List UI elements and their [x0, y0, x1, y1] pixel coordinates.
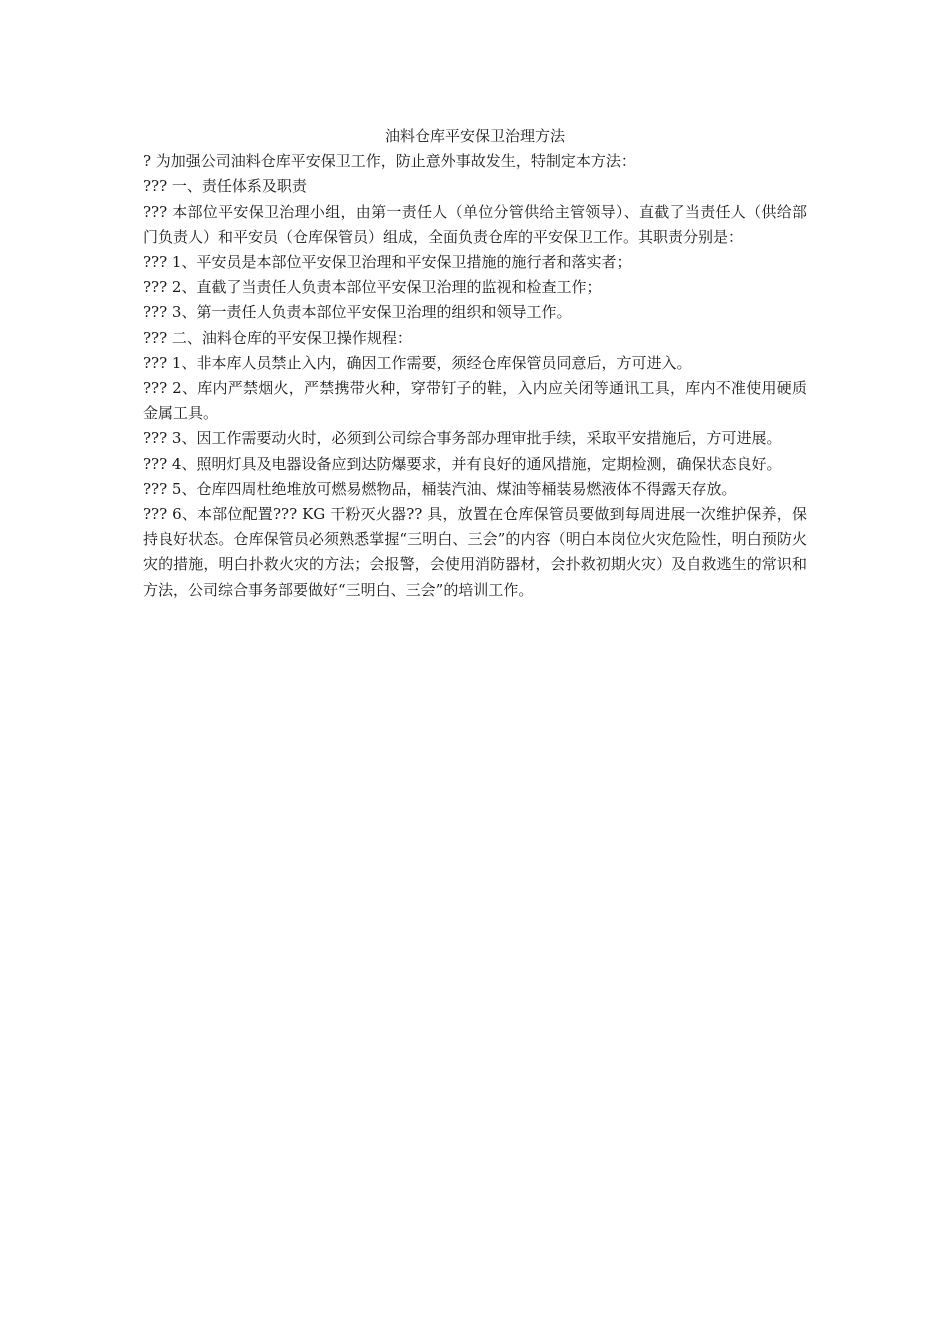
paragraph-rule-3: ??? 3、因工作需要动火时，必须到公司综合事务部办理审批手续，采取平安措施后，方可进展。: [143, 429, 782, 448]
paragraph-duty-3: ??? 3、第一责任人负责本部位平安保卫治理的组织和领导工作。: [143, 303, 572, 322]
paragraph-rule-5: ??? 5、仓库四周杜绝堆放可燃易燃物品，桶装汽油、煤油等桶装易燃液体不得露天存放。: [143, 479, 737, 498]
intro-paragraph: ? 为加强公司油料仓库平安保卫工作，防止意外事故发生，特制定本方法：: [143, 152, 636, 171]
paragraph-duty-1: ??? 1、平安员是本部位平安保卫治理和平安保卫措施的施行者和落实者；: [143, 253, 632, 272]
paragraph-rule-1: ??? 1、非本库人员禁止入内，确因工作需要，须经仓库保管员同意后，方可进入。: [143, 353, 692, 372]
section-heading-procedures: ??? 二、油料仓库的平安保卫操作规程：: [143, 328, 412, 347]
document-body: [143, 124, 807, 603]
paragraph-rule-2: ??? 2、库内严禁烟火，严禁携带火种，穿带钉子的鞋，入内应关闭等通讯工具，库内不准使用硬质金属工具。: [143, 379, 807, 423]
paragraph-rule-4: ??? 4、照明灯具及电器设备应到达防爆要求，并有良好的通风措施，定期检测，确保状态良好。: [143, 454, 782, 473]
paragraph-duty-2: ??? 2、直截了当责任人负责本部位平安保卫治理的监视和检查工作；: [143, 278, 602, 297]
document-title: 油料仓库平安保卫治理方法: [384, 127, 565, 145]
paragraph-rule-6: ??? 6、本部位配置??? KG 干粉灭火器?? 具，放置在仓库保管员要做到每周进展一次维护保养，保持良好状态。仓库保管员必须熟悉掌握“三明白、三会”的内容（明白本岗位火灾危险性，明白预防火灾的措施，明白扑救火灾的方法；会报警，会使用消防器材，会扑救初期火灾）及自救逃生的常识和方法，公司综合事务部要做好“三明白、三会”的培训工作。: [143, 505, 807, 599]
section-heading-responsibility: ??? 一、责任体系及职责: [143, 177, 307, 196]
paragraph-team-composition: ??? 本部位平安保卫治理小组，由第一责任人（单位分管供给主管领导）、直截了当责任人（供给部门负责人）和平安员（仓库保管员）组成，全面负责仓库的平安保卫工作。其职责分别是：: [143, 202, 807, 246]
